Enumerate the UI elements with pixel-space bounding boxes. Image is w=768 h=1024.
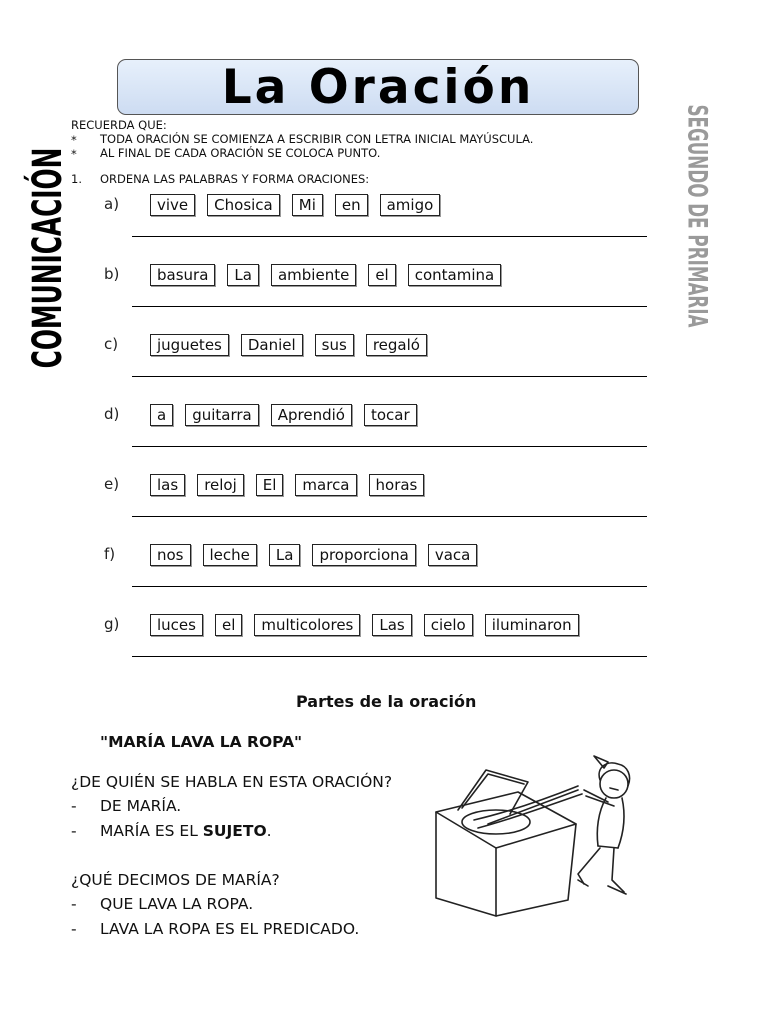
word-box: basura (150, 264, 215, 286)
note-item: * AL FINAL DE CADA ORACIÓN SE COLOCA PUNTO. (71, 146, 381, 161)
word-box: cielo (424, 614, 473, 636)
keyword-subject: SUJETO (202, 822, 267, 840)
word-box: contamina (408, 264, 501, 286)
word-box: guitarra (185, 404, 259, 426)
word-box: Las (372, 614, 411, 636)
answer-line[interactable] (132, 236, 647, 237)
word-group (150, 614, 591, 636)
exercise-row (0, 404, 768, 474)
exercise-label: e) (104, 475, 120, 493)
word-box: horas (369, 474, 425, 496)
answer-line[interactable] (132, 586, 647, 587)
word-group (150, 404, 429, 426)
word-box: el (215, 614, 242, 636)
word-box: las (150, 474, 185, 496)
exercise-row (0, 194, 768, 264)
notes-intro: RECUERDA QUE: (71, 118, 167, 132)
answer-line: QUE LAVA LA ROPA. (100, 895, 254, 913)
bullet-star: * (71, 133, 77, 147)
dash-bullet: - (71, 895, 77, 913)
exercise-label: d) (104, 405, 120, 423)
section-title: Partes de la oración (296, 692, 477, 711)
answer-line: LAVA LA ROPA ES EL PREDICADO. (100, 920, 360, 938)
answer-line[interactable] (132, 306, 647, 307)
exercise-row (0, 334, 768, 404)
question-predicate: ¿QUÉ DECIMOS DE MARÍA? (71, 871, 280, 889)
dash-bullet: - (71, 920, 77, 938)
word-box: leche (203, 544, 257, 566)
word-box: luces (150, 614, 203, 636)
word-box: Aprendió (271, 404, 352, 426)
word-group (150, 544, 489, 566)
exercise-label: c) (104, 335, 119, 353)
word-box: Daniel (241, 334, 303, 356)
word-box: juguetes (150, 334, 229, 356)
answer-line[interactable] (132, 516, 647, 517)
answer-line: DE MARÍA. (100, 797, 182, 815)
word-box: regaló (366, 334, 427, 356)
word-box: vive (150, 194, 195, 216)
word-box: nos (150, 544, 191, 566)
word-box: La (269, 544, 301, 566)
word-box: Chosica (207, 194, 280, 216)
word-box: Mi (292, 194, 323, 216)
answer-line[interactable] (132, 376, 647, 377)
word-box: ambiente (271, 264, 356, 286)
word-box: multicolores (254, 614, 360, 636)
answer-line[interactable] (132, 656, 647, 657)
word-box: a (150, 404, 173, 426)
word-box: amigo (380, 194, 441, 216)
note-item: * TODA ORACIÓN SE COMIENZA A ESCRIBIR CON LETRA INICIAL MAYÚSCULA. (71, 132, 534, 147)
exercise-row (0, 264, 768, 334)
exercise-row (0, 544, 768, 614)
word-group (150, 264, 513, 286)
question-subject: ¿DE QUIÉN SE HABLA EN ESTA ORACIÓN? (71, 773, 393, 791)
word-group (150, 194, 452, 216)
word-box: vaca (428, 544, 478, 566)
reminder-notes (71, 118, 534, 161)
example-sentence: "MARÍA LAVA LA ROPA" (100, 733, 303, 751)
exercise-row (0, 614, 768, 684)
exercise-row (0, 474, 768, 544)
page-title: La Oración (221, 59, 535, 115)
bullet-star: * (71, 147, 77, 161)
girl-washing-illustration (428, 750, 643, 920)
answer-line: MARÍA ES EL SUJETO. (100, 822, 272, 840)
exercise-label: f) (104, 545, 116, 563)
exercise-label: a) (104, 195, 120, 213)
dash-bullet: - (71, 797, 77, 815)
word-group (150, 474, 436, 496)
answer-line[interactable] (132, 446, 647, 447)
word-box: sus (315, 334, 354, 356)
word-box: reloj (197, 474, 244, 496)
word-box: en (335, 194, 368, 216)
title-banner (117, 59, 639, 115)
word-box: La (227, 264, 259, 286)
dash-bullet: - (71, 822, 77, 840)
exercise-label: g) (104, 615, 120, 633)
exercise-label: b) (104, 265, 120, 283)
word-group (150, 334, 439, 356)
word-box: marca (295, 474, 356, 496)
word-box: El (256, 474, 284, 496)
word-box: tocar (364, 404, 417, 426)
word-box: el (368, 264, 395, 286)
word-box: proporciona (312, 544, 415, 566)
word-box: iluminaron (485, 614, 579, 636)
